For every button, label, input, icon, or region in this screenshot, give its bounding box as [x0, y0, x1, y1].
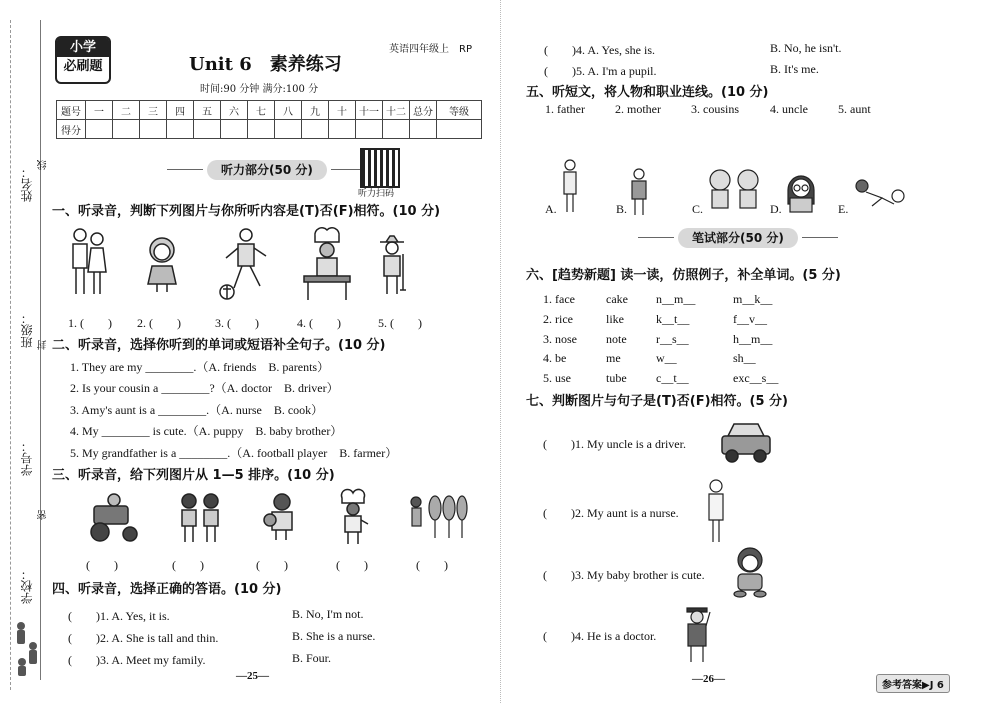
s4-option-2b[interactable]: B. She is a nurse.	[292, 629, 376, 643]
s6-example-word: 5. use	[543, 371, 571, 385]
section-3-heading: 三、听录音，给下列图片从 1—5 排序。(10 分)	[52, 468, 335, 483]
cook-with-pan-icon	[336, 488, 370, 546]
score-entry[interactable]	[140, 120, 167, 139]
time-score-info: 时间:90 分钟 满分:100 分	[200, 84, 319, 95]
woman-glasses-icon	[784, 168, 818, 214]
s1-answer-3[interactable]: 3. ( )	[215, 316, 259, 330]
s3-answer-2[interactable]: ( )	[172, 558, 204, 572]
s3-answer-1[interactable]: ( )	[86, 558, 118, 572]
s4-option-5b[interactable]: B. It's me.	[770, 62, 819, 76]
s6-blank-word[interactable]: h__m__	[733, 332, 773, 346]
score-entry[interactable]	[356, 120, 383, 139]
nurse-icon	[560, 158, 580, 214]
s7-item-4[interactable]: ( )4. He is a doctor.	[543, 629, 657, 643]
score-cell: 四	[167, 101, 194, 120]
score-cell: 一	[86, 101, 113, 120]
score-cell: 十	[329, 101, 356, 120]
grandparents-icon	[706, 168, 764, 214]
section-1-heading: 一、听录音，判断下列图片与你所听内容是(T)否(F)相符。(10 分)	[52, 204, 441, 219]
score-entry[interactable]	[275, 120, 302, 139]
brand-logo: 小学 必刷题	[55, 36, 111, 84]
s4-option-1b[interactable]: B. No, I'm not.	[292, 607, 364, 621]
cut-line	[10, 20, 11, 690]
page-number-right: —26—	[692, 673, 725, 685]
s5-letter-d[interactable]: D.	[770, 202, 782, 216]
score-entry[interactable]	[221, 120, 248, 139]
s6-example-word: 3. nose	[543, 332, 577, 346]
s6-blank-word[interactable]: w__	[656, 351, 677, 365]
margin-label-class: 班级：	[20, 312, 34, 348]
listening-section-banner: 听力部分(50 分)	[207, 160, 327, 180]
score-cell: 二	[113, 101, 140, 120]
s1-answer-2[interactable]: 2. ( )	[137, 316, 181, 330]
score-entry[interactable]	[329, 120, 356, 139]
score-cell: 五	[194, 101, 221, 120]
score-entry[interactable]	[410, 120, 437, 139]
parents-couple-icon	[68, 226, 108, 298]
score-entry[interactable]	[383, 120, 410, 139]
s6-blank-word[interactable]: sh__	[733, 351, 756, 365]
tractor-farmer-icon	[86, 490, 142, 544]
score-cell: 题号	[57, 101, 86, 120]
football-player-icon	[218, 226, 272, 302]
s6-example-word: tube	[606, 371, 627, 385]
s4-question-3[interactable]: ( )3. A. Meet my family.	[68, 653, 206, 667]
s5-word-father[interactable]: 1. father	[545, 102, 585, 116]
score-cell: 九	[302, 101, 329, 120]
s5-letter-c[interactable]: C.	[692, 202, 704, 216]
s5-letter-a[interactable]: A.	[545, 202, 557, 216]
taxi-car-icon	[720, 420, 772, 464]
football-kick-icon	[852, 178, 906, 214]
score-cell: 十二	[383, 101, 410, 120]
score-entry[interactable]	[86, 120, 113, 139]
score-cell: 六	[221, 101, 248, 120]
s2-item-5[interactable]: 5. My grandfather is a ________.（A. football player B. farmer）	[70, 446, 398, 460]
girl-icon	[140, 234, 184, 294]
decorative-figures-icon	[14, 618, 40, 678]
score-cell: 八	[275, 101, 302, 120]
s3-answer-5[interactable]: ( )	[416, 558, 448, 572]
baby-brother-icon	[730, 546, 770, 598]
grade-label: 英语四年级上 RP	[389, 44, 472, 55]
s6-blank-word[interactable]: f__v__	[733, 312, 767, 326]
s6-blank-word[interactable]: m__k__	[733, 292, 773, 306]
score-entry[interactable]	[248, 120, 275, 139]
score-cell: 三	[140, 101, 167, 120]
margin-rule	[40, 20, 41, 680]
s4-question-4[interactable]: ( )4. A. Yes, she is.	[544, 43, 656, 57]
s6-example-word: 4. be	[543, 351, 567, 365]
margin-mark-secret: 密	[38, 510, 49, 520]
score-cell: 得分	[57, 120, 86, 139]
section-5-heading: 五、听短文，将人物和职业连线。(10 分)	[526, 85, 769, 100]
s2-item-1[interactable]: 1. They are my ________.（A. friends B. parents）	[70, 360, 330, 374]
written-section-banner: 笔试部分(50 分)	[678, 228, 798, 248]
s4-question-2[interactable]: ( )2. A. She is tall and thin.	[68, 631, 219, 645]
s1-answer-4[interactable]: 4. ( )	[297, 316, 341, 330]
s5-letter-b[interactable]: B.	[616, 202, 628, 216]
margin-mark-seal: 封	[38, 340, 49, 350]
page-number-left: —25—	[236, 670, 269, 682]
score-table	[56, 100, 482, 139]
s6-blank-word[interactable]: r__s__	[656, 332, 689, 346]
farmer-icon	[376, 234, 408, 296]
margin-label-school: 学校：	[20, 568, 34, 604]
s6-blank-word[interactable]: c__t__	[656, 371, 689, 385]
margin-label-number: 学号：	[20, 440, 34, 476]
s2-item-2[interactable]: 2. Is your cousin a ________?（A. doctor B. driver）	[70, 381, 339, 395]
s6-blank-word[interactable]: exc__s__	[733, 371, 779, 385]
two-cousins-icon	[176, 492, 224, 544]
score-entry[interactable]	[194, 120, 221, 139]
s6-example-word: 2. rice	[543, 312, 573, 326]
s6-example-word: note	[606, 332, 627, 346]
s3-answer-4[interactable]: ( )	[336, 558, 368, 572]
s2-item-3[interactable]: 3. Amy's aunt is a ________.（A. nurse B. cook）	[70, 403, 324, 417]
s5-letter-e[interactable]: E.	[838, 202, 849, 216]
score-entry[interactable]	[113, 120, 140, 139]
s5-word-aunt[interactable]: 5. aunt	[838, 102, 871, 116]
s7-item-2[interactable]: ( )2. My aunt is a nurse.	[543, 506, 679, 520]
s6-blank-word[interactable]: k__t__	[656, 312, 690, 326]
police-officer-icon	[682, 600, 712, 664]
s1-answer-5[interactable]: 5. ( )	[378, 316, 422, 330]
s4-question-1[interactable]: ( )1. A. Yes, it is.	[68, 609, 170, 623]
s5-word-uncle[interactable]: 4. uncle	[770, 102, 808, 116]
s5-word-mother[interactable]: 2. mother	[615, 102, 661, 116]
s1-answer-1[interactable]: 1. ( )	[68, 316, 112, 330]
binding-margin	[0, 0, 48, 703]
driver-icon	[628, 168, 650, 216]
margin-label-name: 姓名：	[20, 166, 34, 202]
score-table-header-row	[57, 101, 482, 120]
s7-item-3[interactable]: ( )3. My baby brother is cute.	[543, 568, 705, 582]
qr-code-icon[interactable]	[360, 148, 400, 188]
s6-example-word: 1. face	[543, 292, 575, 306]
score-entry[interactable]	[437, 120, 482, 139]
score-entry[interactable]	[302, 120, 329, 139]
s6-example-word: like	[606, 312, 624, 326]
s6-example-word: me	[606, 351, 621, 365]
s4-option-3b[interactable]: B. Four.	[292, 651, 332, 665]
qr-code-label: 听力扫码	[358, 189, 395, 199]
baby-and-mother-icon	[258, 492, 298, 542]
s4-option-4b[interactable]: B. No, he isn't.	[770, 41, 842, 55]
cook-icon	[300, 226, 354, 302]
page-title: Unit 6 素养练习	[189, 54, 342, 75]
score-table-score-row	[57, 120, 482, 139]
s2-item-4[interactable]: 4. My ________ is cute.（A. puppy B. baby brother）	[70, 424, 343, 438]
s6-blank-word[interactable]: n__m__	[656, 292, 696, 306]
page-fold	[500, 0, 501, 703]
answer-key-reference[interactable]: 参考答案▶J 6	[876, 674, 950, 693]
section-7-heading: 七、判断图片与句子是(T)否(F)相符。(5 分)	[526, 394, 788, 409]
section-2-heading: 二、听录音，选择你听到的单词或短语补全句子。(10 分)	[52, 338, 386, 353]
section-6-heading: 六、[趋势新题] 读一读，仿照例子，补全单词。(5 分)	[526, 268, 841, 283]
s3-answer-3[interactable]: ( )	[256, 558, 288, 572]
score-cell: 等级	[437, 101, 482, 120]
s4-question-5[interactable]: ( )5. A. I'm a pupil.	[544, 64, 657, 78]
section-4-heading: 四、听录音，选择正确的答语。(10 分)	[52, 582, 282, 597]
score-cell: 十一	[356, 101, 383, 120]
s5-word-cousins[interactable]: 3. cousins	[691, 102, 739, 116]
score-cell: 七	[248, 101, 275, 120]
score-entry[interactable]	[167, 120, 194, 139]
score-cell: 总分	[410, 101, 437, 120]
s6-example-word: cake	[606, 292, 628, 306]
s7-item-1[interactable]: ( )1. My uncle is a driver.	[543, 437, 686, 451]
nurse-aunt-icon	[704, 478, 728, 544]
farmer-trees-icon	[408, 494, 468, 540]
margin-mark-line: 线	[38, 160, 49, 170]
